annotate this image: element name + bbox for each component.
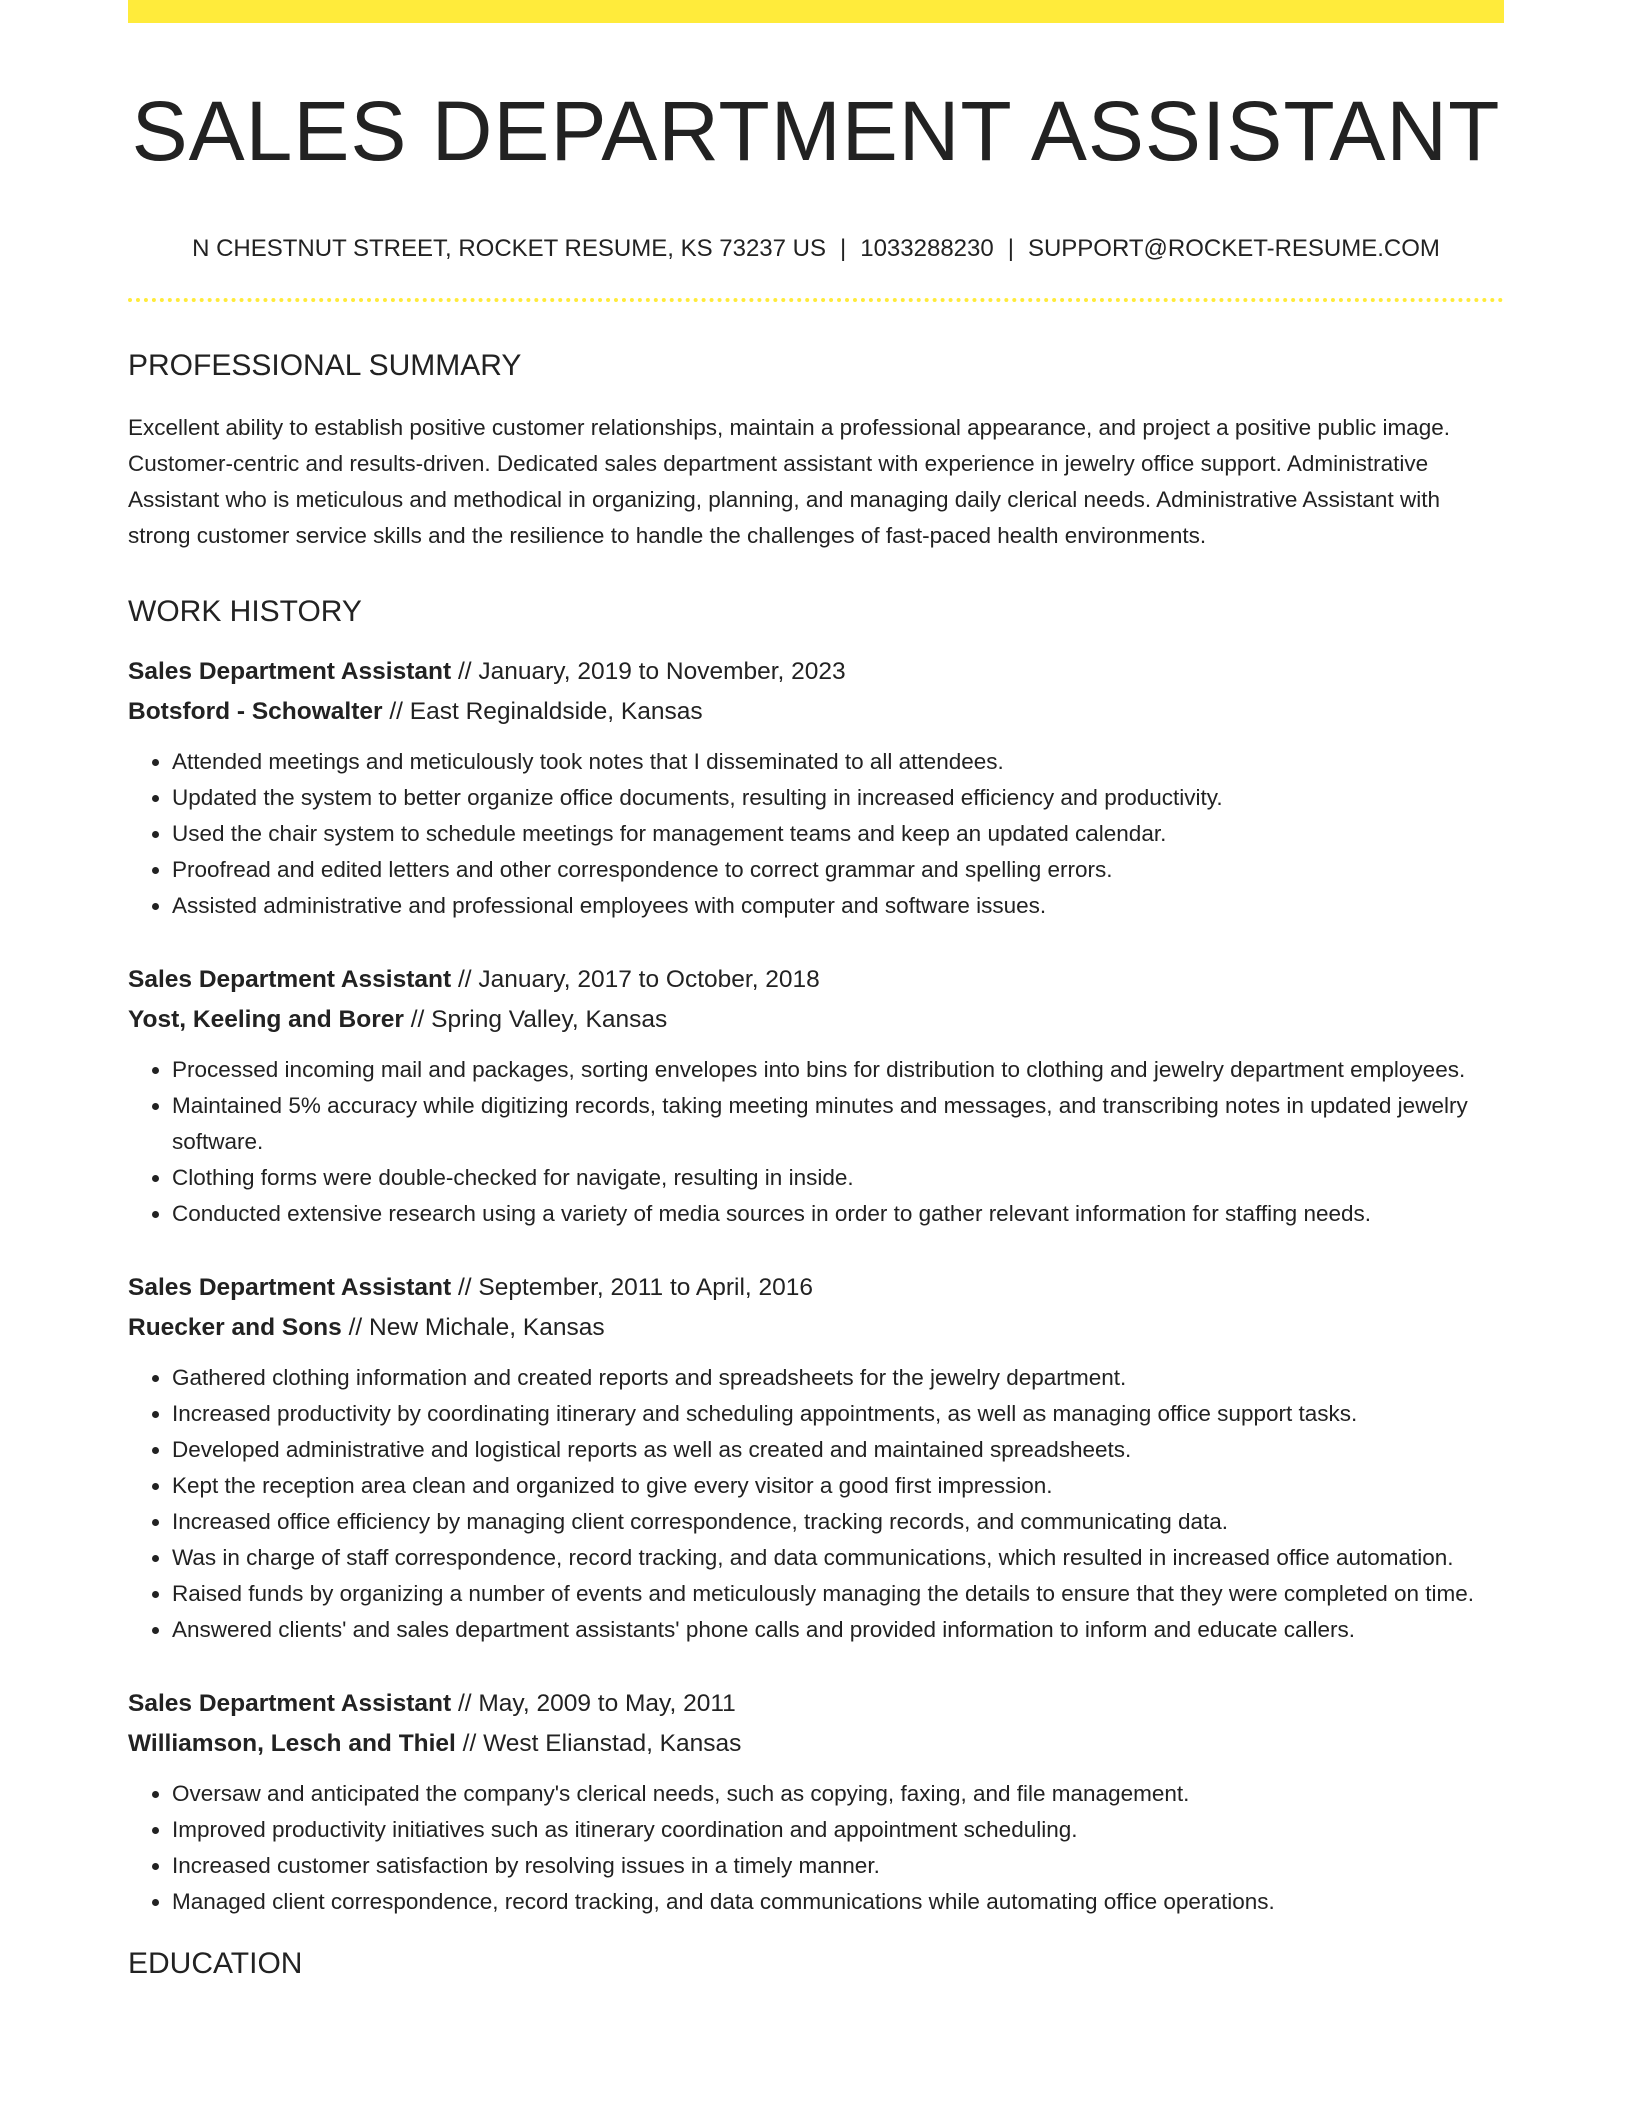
job-bullet: • Processed incoming mail and packages, sorting envelopes into bins for distribution to clothing and jewelry department employees. — [172, 1052, 1504, 1088]
job-separator: // — [451, 1274, 479, 1302]
job-location: Spring Valley, Kansas — [431, 1006, 668, 1034]
job-title-line — [128, 960, 1504, 1000]
job-separator: // — [341, 1314, 369, 1342]
job-bullet: • Was in charge of staff correspondence, record tracking, and data communications, which resulted in increased office automation. — [172, 1540, 1504, 1576]
job-bullet-list — [128, 1360, 1504, 1648]
job-bullet: • Clothing forms were double-checked for navigate, resulting in inside. — [172, 1160, 1504, 1196]
job-title-line — [128, 1684, 1504, 1724]
job-bullet: • Used the chair system to schedule meetings for management teams and keep an updated calendar. — [172, 816, 1504, 852]
job-company-line — [128, 692, 1504, 732]
job-role: Sales Department Assistant — [128, 1690, 452, 1718]
work-history-heading: WORK HISTORY — [128, 595, 362, 629]
job-separator: // — [451, 1690, 479, 1718]
job-bullet-list — [128, 1776, 1504, 1920]
job-dates: May, 2009 to May, 2011 — [478, 1690, 736, 1718]
accent-bar — [128, 0, 1504, 23]
job-bullet: • Maintained 5% accuracy while digitizing records, taking meeting minutes and messages, and transcribing notes in updated jewelry software. — [172, 1088, 1504, 1160]
job-entry — [128, 652, 1504, 924]
job-entry — [128, 1684, 1504, 1920]
job-location: New Michale, Kansas — [369, 1314, 605, 1342]
contact-email: SUPPORT@ROCKET-RESUME.COM — [1027, 235, 1440, 263]
job-company: Yost, Keeling and Borer — [128, 1006, 404, 1034]
contact-phone: 1033288230 — [860, 235, 994, 263]
job-dates: January, 2019 to November, 2023 — [478, 658, 846, 686]
summary-text: Excellent ability to establish positive customer relationships, maintain a professional appearance, and project a positive public image. Customer-centric and results-driven. Dedicated sales department assistant with experience in jewelry office support. Administrative Assistant who is meticulous and methodical in organizing, planning, and managing daily clerical needs. Administrative Assistant with strong customer service skills and the resilience to handle the challenges of fast-paced health environments. — [128, 415, 1450, 549]
job-title-line — [128, 1268, 1504, 1308]
dotted-divider — [128, 298, 1504, 302]
job-bullet: • Increased office efficiency by managing client correspondence, tracking records, and communicating data. — [172, 1504, 1504, 1540]
job-bullet: • Increased productivity by coordinating itinerary and scheduling appointments, as well as managing office support tasks. — [172, 1396, 1504, 1432]
job-separator: // — [451, 658, 479, 686]
job-company: Ruecker and Sons — [128, 1314, 342, 1342]
job-bullet: • Assisted administrative and professional employees with computer and software issues. — [172, 888, 1504, 924]
job-entry — [128, 1268, 1504, 1648]
job-bullet-list — [128, 1052, 1504, 1232]
summary-heading: PROFESSIONAL SUMMARY — [128, 349, 522, 383]
contact-separator: | — [840, 235, 847, 263]
job-separator: // — [451, 966, 479, 994]
work-history-list — [128, 652, 1504, 1920]
job-role: Sales Department Assistant — [128, 966, 452, 994]
job-company: Botsford - Schowalter — [128, 698, 383, 726]
contact-address: N CHESTNUT STREET, ROCKET RESUME, KS 73237 US — [192, 235, 826, 263]
job-bullet: • Attended meetings and meticulously took notes that I disseminated to all attendees. — [172, 744, 1504, 780]
job-location: West Elianstad, Kansas — [483, 1730, 742, 1758]
job-bullet: • Gathered clothing information and created reports and spreadsheets for the jewelry department. — [172, 1360, 1504, 1396]
job-bullet: • Raised funds by organizing a number of events and meticulously managing the details to ensure that they were completed on time. — [172, 1576, 1504, 1612]
job-dates: September, 2011 to April, 2016 — [478, 1274, 814, 1302]
job-title-line — [128, 652, 1504, 692]
job-separator: // — [403, 1006, 432, 1034]
job-company-line — [128, 1000, 1504, 1040]
job-bullet: • Increased customer satisfaction by resolving issues in a timely manner. — [172, 1848, 1504, 1884]
job-location: East Reginaldside, Kansas — [409, 698, 703, 726]
job-bullet: • Developed administrative and logistical reports as well as created and maintained spreadsheets. — [172, 1432, 1504, 1468]
job-bullet: • Improved productivity initiatives such as itinerary coordination and appointment scheduling. — [172, 1812, 1504, 1848]
job-role: Sales Department Assistant — [128, 658, 452, 686]
job-company-line — [128, 1308, 1504, 1348]
job-entry — [128, 960, 1504, 1232]
job-company-line — [128, 1724, 1504, 1764]
contact-separator: | — [1007, 235, 1014, 263]
job-bullet: • Answered clients' and sales department assistants' phone calls and provided information to inform and educate callers. — [172, 1612, 1504, 1648]
job-bullet: • Updated the system to better organize office documents, resulting in increased efficiency and productivity. — [172, 780, 1504, 816]
job-dates: January, 2017 to October, 2018 — [478, 966, 820, 994]
education-heading: EDUCATION — [128, 1947, 303, 1981]
job-bullet: • Managed client correspondence, record tracking, and data communications while automating office operations. — [172, 1884, 1504, 1920]
job-separator: // — [382, 698, 410, 726]
job-bullet: • Oversaw and anticipated the company's clerical needs, such as copying, faxing, and file management. — [172, 1776, 1504, 1812]
job-bullet: • Conducted extensive research using a variety of media sources in order to gather relevant information for staffing needs. — [172, 1196, 1504, 1232]
job-bullet: • Proofread and edited letters and other correspondence to correct grammar and spelling errors. — [172, 852, 1504, 888]
resume-name: SALES DEPARTMENT ASSISTANT — [131, 84, 1501, 178]
job-role: Sales Department Assistant — [128, 1274, 452, 1302]
contact-line — [128, 235, 1504, 264]
job-bullet: • Kept the reception area clean and organized to give every visitor a good first impression. — [172, 1468, 1504, 1504]
job-bullet-list — [128, 744, 1504, 924]
job-company: Williamson, Lesch and Thiel — [128, 1730, 456, 1758]
job-separator: // — [455, 1730, 484, 1758]
resume-page — [128, 0, 1504, 1982]
